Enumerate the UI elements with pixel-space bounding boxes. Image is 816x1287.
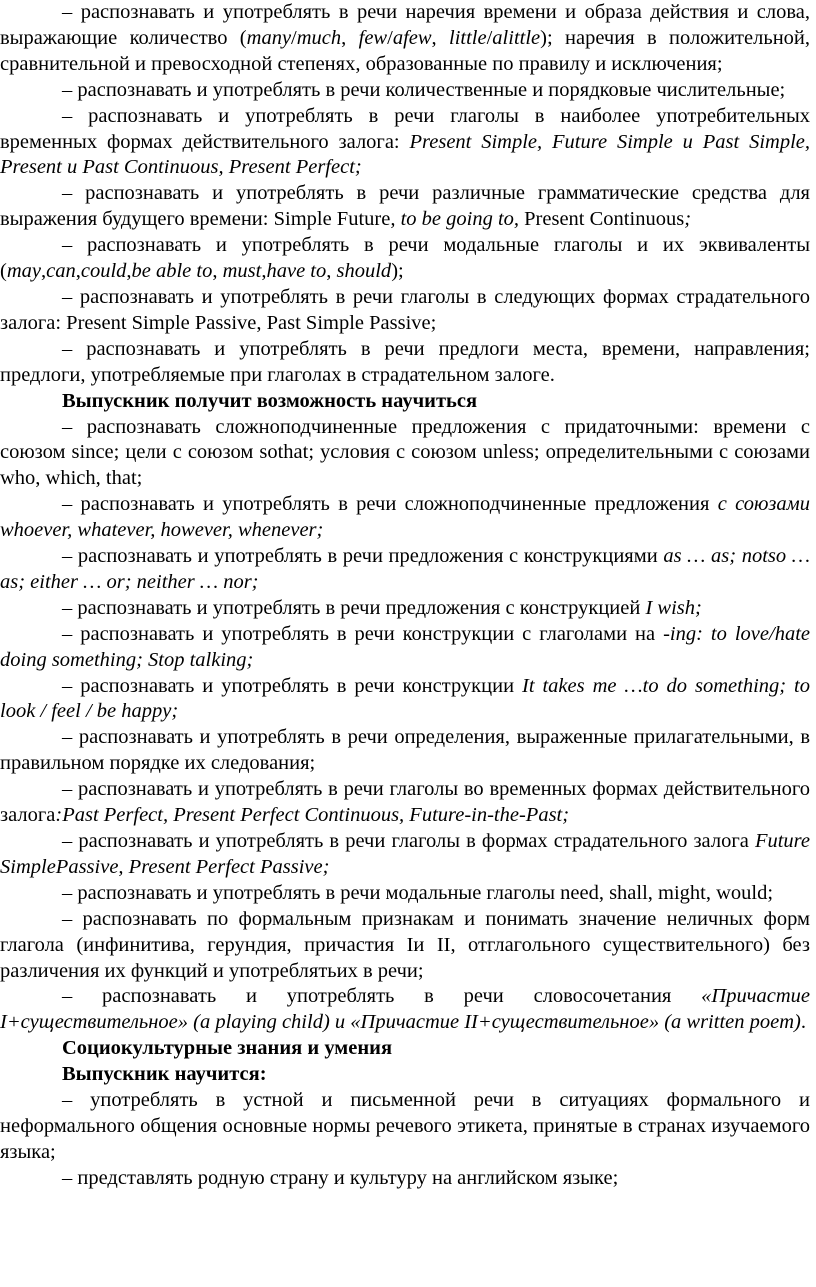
- list-item-paragraph: [0, 415, 810, 493]
- section-heading: [0, 1062, 810, 1088]
- italic-text-run: -ing: to love/hate doing something; Stop talking;: [0, 622, 810, 671]
- text-run: ,: [326, 260, 337, 283]
- text-run: – распознавать и употреблять в речи конструкции с глаголами на: [62, 622, 664, 645]
- italic-text-run: ,: [390, 208, 396, 231]
- text-run: – употреблять в устной и письменной речи в ситуациях формального и неформального общения основные нормы речевого этикета, принятые в странах изучаемого языка;: [0, 1089, 810, 1163]
- italic-text-run: alittle: [492, 26, 541, 49]
- list-item-paragraph: [0, 492, 810, 544]
- italic-text-run: few: [358, 26, 388, 49]
- italic-text-run: be able to: [131, 260, 213, 283]
- italic-text-run: many: [246, 26, 292, 49]
- italic-text-run: Present Simple, Future Simple и Past Simple, Present и Past Continuous, Present Perfect;: [0, 130, 810, 179]
- italic-text-run: can: [46, 260, 76, 283]
- text-run: ,: [341, 26, 359, 49]
- list-item-paragraph: [0, 544, 810, 596]
- list-item-paragraph: [0, 1088, 810, 1166]
- text-run: Социокультурные знания и умения: [62, 1037, 393, 1060]
- text-run: – распознавать и употреблять в речи предложения с конструкциями: [62, 545, 664, 568]
- list-item-paragraph: [0, 78, 810, 104]
- list-item-paragraph: [0, 622, 810, 674]
- list-item-paragraph: [0, 881, 810, 907]
- text-run: Present Continuous: [519, 208, 685, 231]
- list-item-paragraph: [0, 829, 810, 881]
- section-heading: [0, 389, 810, 415]
- italic-text-run: may: [6, 260, 41, 283]
- italic-text-run: с союзами whoever, whatever, however, whenever;: [0, 493, 810, 542]
- list-item-paragraph: [0, 984, 810, 1036]
- list-item-paragraph: [0, 104, 810, 182]
- text-run: – представлять родную страну и культуру на английском языке;: [62, 1166, 619, 1189]
- list-item-paragraph: [0, 907, 810, 985]
- italic-text-run: little: [449, 26, 487, 49]
- text-run: – распознавать по формальным признакам и понимать значение неличных форм глагола (инфинитива, герундия, причастия Iи II, отглагольного существительного) без различения их функций и употреблятьих в речи;: [0, 907, 810, 982]
- text-run: – распознавать и употреблять в речи различные грамматические средства для выражения будущего времени: Simple Future: [0, 182, 810, 231]
- text-run: – распознавать и употреблять в речи определения, выраженные прилагательными, в правильном порядке их следования;: [0, 726, 810, 775]
- text-run: ,: [431, 26, 450, 49]
- text-run: – распознавать и употреблять в речи глаголы во временных формах действительного залога: [0, 778, 810, 827]
- list-item-paragraph: [0, 596, 810, 622]
- italic-text-run: «Причастие I+существительное» (a playing child) и «Причастие II+существительное» (a written poem): [0, 985, 810, 1034]
- text-run: – распознавать и употреблять в речи глаголы в формах страдательного залога: [62, 830, 755, 852]
- text-run: ,: [261, 260, 267, 283]
- text-run: ,: [75, 260, 81, 283]
- italic-text-run: afew: [392, 26, 432, 49]
- text-run: – распознавать и употреблять в речи наречия времени и образа действия и слова, выражающие количество (: [0, 1, 810, 49]
- list-item-paragraph: [0, 777, 810, 829]
- text-run: /: [291, 26, 297, 49]
- text-run: – распознавать и употреблять в речи предложения с конструкцией: [62, 596, 646, 619]
- text-run: Выпускник получит возможность научиться: [62, 389, 478, 412]
- list-item-paragraph: [0, 285, 810, 337]
- text-run: Выпускник научится:: [62, 1063, 267, 1086]
- italic-text-run: could: [80, 260, 127, 283]
- list-item-paragraph: [0, 674, 810, 726]
- italic-text-run: Future SimplePassive, Present Perfect Passive;: [0, 830, 810, 878]
- text-run: – распознавать и употреблять в речи модальные глаголы need, shall, might, would;: [62, 881, 774, 904]
- text-run: );: [391, 260, 404, 283]
- text-run: ,: [40, 260, 47, 283]
- italic-text-run: should: [336, 260, 392, 283]
- text-run: – распознавать и употреблять в речи предлоги места, времени, направления; предлоги, употребляемые при глаголах в страдательном залоге.: [0, 337, 810, 386]
- text-run: – распознавать и употреблять в речи модальные глаголы и их эквиваленты (: [0, 234, 810, 283]
- list-item-paragraph: [0, 337, 810, 389]
- text-run: – распознавать сложноподчиненные предложения с придаточными: времени с союзом since; цели с союзом sothat; условия с союзом unless; определительными с союзами who, which, that;: [0, 415, 810, 490]
- list-item-paragraph: [0, 233, 810, 285]
- text-run: – распознавать и употреблять в речи конструкции: [62, 674, 523, 697]
- text-run: /: [387, 26, 393, 49]
- text-run: ); наречия в положительной, сравнительной и превосходной степенях, образованные по правилу и исключения;: [0, 26, 811, 75]
- list-item-paragraph: [0, 725, 810, 777]
- text-run: .: [800, 1011, 806, 1034]
- italic-text-run: must: [222, 260, 262, 283]
- text-run: – распознавать и употреблять в речи глаголы в наиболее употребительных временных формах действительного залога:: [0, 104, 810, 153]
- text-run: /: [486, 26, 493, 49]
- text-run: ,: [126, 260, 132, 283]
- text-run: – распознавать и употреблять в речи сложноподчиненные предложения: [62, 493, 718, 516]
- italic-text-run: It takes me …to do something; to look / feel / be happy;: [0, 674, 810, 723]
- italic-text-run: much: [296, 26, 342, 49]
- text-run: ,: [212, 260, 223, 283]
- italic-text-run: to be going to,: [400, 208, 520, 231]
- section-heading: [0, 1036, 810, 1062]
- list-item-paragraph: [0, 0, 810, 78]
- text-run: – распознавать и употреблять в речи словосочетания: [62, 985, 702, 1008]
- text-run: – распознавать и употреблять в речи количественные и порядковые числительные;: [62, 78, 786, 101]
- italic-text-run: as … as; notso … as; either … or; neither … nor;: [0, 545, 810, 593]
- list-item-paragraph: [0, 181, 810, 233]
- italic-text-run: have to: [266, 260, 327, 283]
- italic-text-run: :Past Perfect, Present Perfect Continuous, Future-in-the-Past;: [55, 804, 570, 827]
- text-run: – распознавать и употреблять в речи глаголы в следующих формах страдательного залога: Present Simple Passive, Past Simple Passive;: [0, 285, 810, 334]
- italic-text-run: ;: [684, 208, 692, 231]
- italic-text-run: I wish;: [645, 596, 702, 619]
- list-item-paragraph: [0, 1166, 810, 1192]
